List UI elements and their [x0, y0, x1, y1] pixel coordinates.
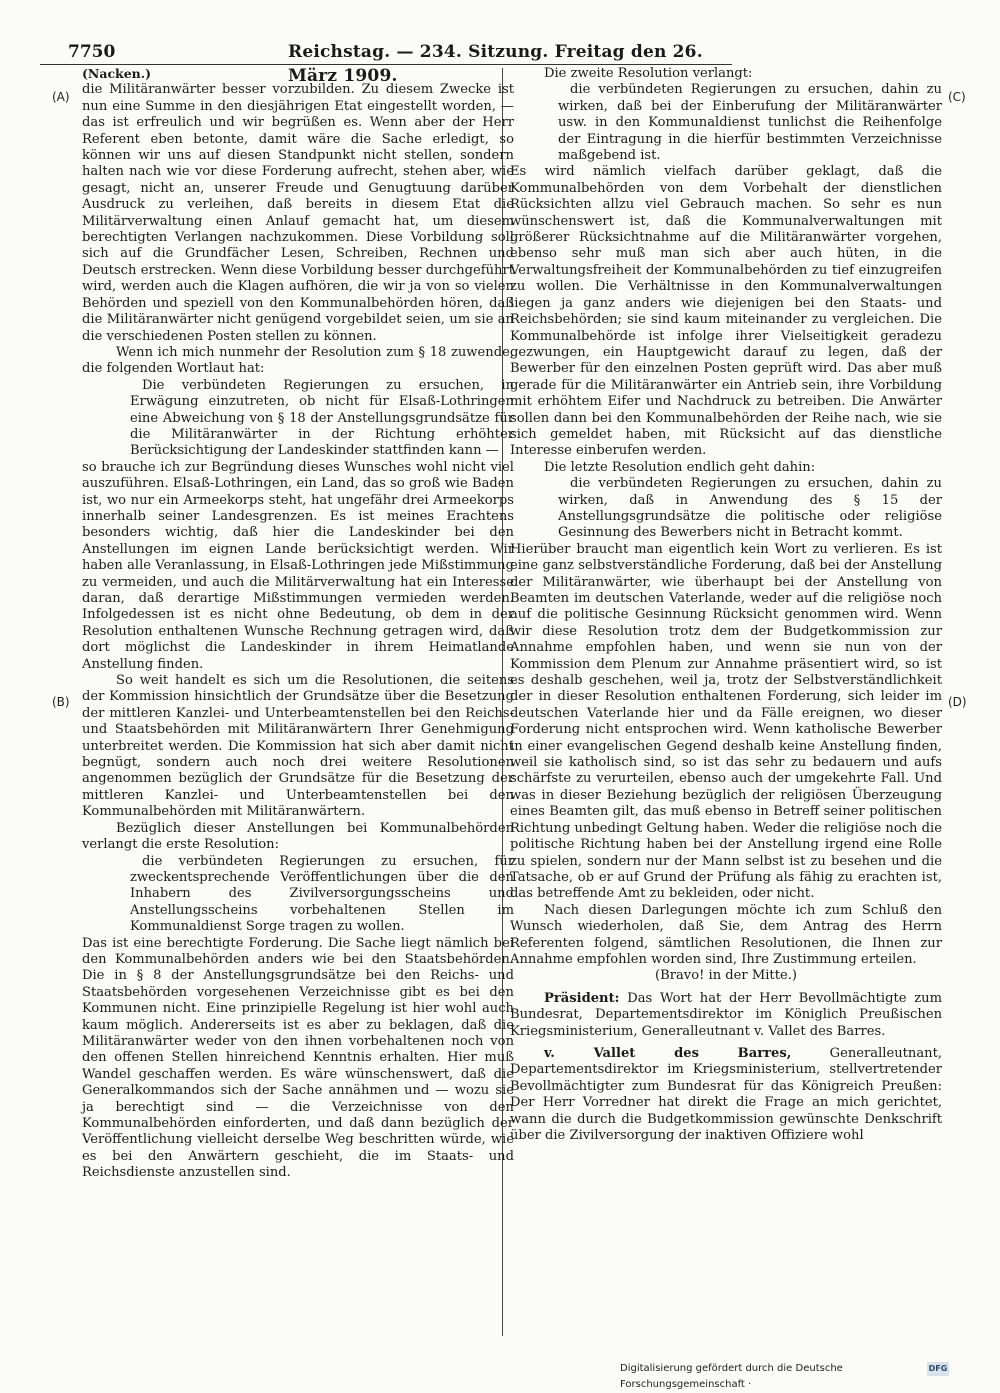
- running-title: Reichstag. — 234. Sitzung. Freitag den 26. März 1909.: [288, 42, 703, 86]
- left-column: [82, 66, 514, 1182]
- dfg-logo: DFG: [927, 1362, 949, 1376]
- resolution-quote: die verbündeten Regierungen zu ersuchen, für zweckentsprechende Veröffentlichungen über die den Inhabern des Zivilversorgungsscheins und Anstellungsscheins vorbehaltenen Stellen im Kommunaldienst Sorge tragen zu wollen.: [130, 853, 514, 935]
- resolution-quote: Die verbündeten Regierungen zu ersuchen, in Erwägung einzutreten, ob nicht für Elsaß-Lothringen eine Abweichung von § 18 der Anstellungsgrundsätze für die Militäranwärter in der Richtung erhöhter Berücksichtigung der Landeskinder stattfinden kann —: [130, 377, 514, 459]
- right-column: [510, 66, 942, 1144]
- page-number: 7750: [68, 42, 116, 62]
- paragraph: So weit handelt es sich um die Resolutionen, die seitens der Kommission hinsichtlich der Grundsätze über die Besetzung der mittleren Kanzlei- und Unterbeamtenstellen bei den Reichs- und Staatsbehörden mit Militäranwärtern Ihrer Genehmigung unterbreitet werden. Die Kommission hat sich aber damit nicht begnügt, sondern auch noch drei weitere Resolutionen angenommen bezüglich der Grundsätze für die Besetzung der mittleren Kanzlei- und Unterbeamtenstellen bei den Kommunalbehörden mit Militäranwärtern.: [82, 673, 514, 820]
- digitization-footer: [620, 1361, 950, 1390]
- paragraph: Bezüglich dieser Anstellungen bei Kommunalbehörden verlangt die erste Resolution:: [82, 820, 514, 853]
- margin-letter-a: (A): [52, 90, 70, 104]
- speech-text: Generalleutnant, Departementsdirektor im Kriegsministerium, stellvertretender Bevollmächtigter zum Bundesrat für das Königreich Preußen: Der Herr Vorredner hat direkt die Frage an mich gerichtet, wann die durch die Budgetkommission gewünschte Denkschrift über die Zivilversorgung der inaktiven Offiziere wohl: [510, 1045, 942, 1143]
- president-text: Das Wort hat der Herr Bevollmächtigte zum Bundesrat, Departementsdirektor im Königlich Preußischen Kriegsministerium, Generalleutnant v. Vallet des Barres.: [510, 990, 942, 1039]
- speaker-name: Präsident:: [544, 990, 620, 1006]
- speaker-name: v. Vallet des Barres,: [544, 1045, 792, 1061]
- paragraph: die Militäranwärter besser vorzubilden. Zu diesem Zwecke ist nun eine Summe in den diesjährigen Etat eingestellt worden, — das ist erfreulich und wir begrüßen es. Wenn aber der Herr Referent eben betonte, damit wäre die Sache erledigt, so können wir uns auf diesen Standpunkt nicht stellen, sondern halten nach wie vor diese Forderung aufrecht, stehen aber, wie gesagt, nicht an, unserer Freude und Genugtuung darüber Ausdruck zu verleihen, daß bereits in diesem Etat die Militärverwaltung einen Anlauf gemacht hat, um diesem berechtigten Verlangen nachzukommen. Diese Vorbildung soll sich auf die Grundfächer Lesen, Schreiben, Rechnen und Deutsch erstrecken. Wenn diese Vorbildung besser durchgeführt wird, werden auch die Klagen aufhören, die wir ja von so vielen Behörden und speziell von den Kommunalbehörden hören, daß die Militäranwärter nicht genügend vorgebildet seien, um sie an die verschiedenen Posten stellen zu können.: [82, 82, 514, 344]
- paragraph: Hierüber braucht man eigentlich kein Wort zu verlieren. Es ist eine ganz selbstverständliche Forderung, daß bei der Anstellung der Militäranwärter, wie überhaupt bei der Anstellung von Beamten im deutschen Vaterlande, weder auf die religiöse noch auf die politische Gesinnung Rücksicht genommen wird. Wenn wir diese Resolution trotz dem der Budgetkommission zur Annahme empfohlen haben, und wenn sie nun von der Kommission dem Plenum zur Annahme präsentiert wird, so ist es deshalb geschehen, weil ja, trotz der Selbstverständlichkeit der in dieser Resolution enthaltenen Forderung, sich leider im deutschen Vaterlande hier und da Fälle ereignen, wo dieser Forderung nicht entsprochen wird. Wenn katholische Bewerber in einer evangelischen Gegend deshalb keine Anstellung finden, weil sie katholisch sind, so ist das sehr zu bedauern und aufs schärfste zu verurteilen, ebenso auch der umgekehrte Fall. Und was in dieser Beziehung bezüglich der religiösen Überzeugung eines Beamten gilt, das muß ebenso in Betreff seiner politischen Richtung unbedingt Geltung haben. Weder die religiöse noch die politische Richtung haben bei der Anstellung irgend eine Rolle zu spielen, sondern nur der Mann selbst ist zu besehen und die Tatsache, ob er auf Grund der Prüfung als fähig zu erachten ist, das betreffende Amt zu bekleiden, oder nicht.: [510, 541, 942, 902]
- margin-letter-b: (B): [52, 695, 70, 709]
- footer-text: Digitalisierung gefördert durch die Deutsche Forschungsgemeinschaft ·: [620, 1363, 843, 1390]
- president-remark: [510, 991, 942, 1040]
- interjection: (Bravo! in der Mitte.): [655, 968, 797, 984]
- paragraph: Nach diesen Darlegungen möchte ich zum Schluß den Wunsch wiederholen, daß Sie, dem Antrag des Herrn Referenten folgend, sämtlichen Resolutionen, die Ihnen zur Annahme empfohlen worden sind, Ihre Zustimmung erteilen.: [510, 902, 942, 967]
- resolution-quote: die verbündeten Regierungen zu ersuchen, dahin zu wirken, daß bei der Einberufung der Militäranwärter usw. in den Kommunaldienst tunlichst die Reihenfolge der Eintragung in die hierfür bestimmten Verzeichnisse maßgebend ist.: [558, 82, 942, 164]
- margin-letter-c: (C): [948, 90, 966, 104]
- resolution-quote: die verbündeten Regierungen zu ersuchen, dahin zu wirken, daß in Anwendung des § 15 der Anstellungsgrundsätze die politische oder religiöse Gesinnung des Bewerbers nicht in Betracht kommt.: [558, 476, 942, 541]
- paragraph: so brauche ich zur Begründung dieses Wunsches wohl nicht viel auszuführen. Elsaß-Lothringen, ein Land, das so groß wie Baden ist, wo nur ein Armeekorps steht, hat ungefähr drei Armeekorps innerhalb seiner Landesgrenzen. Es ist meines Erachtens besonders wichtig, daß hier die Landeskinder bei den Anstellungen im eignen Lande berücksichtigt werden. Wir haben alle Veranlassung, in Elsaß-Lothringen jede Mißstimmung zu vermeiden, und auch die Militärverwaltung hat ein Interesse daran, daß derartige Mißstimmungen vermieden werden. Infolgedessen ist es nicht ohne Bedeutung, ob dem in der Resolution enthaltenen Wunsche Rechnung getragen wird, daß dort möglichst die Landeskinder in ihrem Heimatlande Anstellung finden.: [82, 459, 514, 672]
- margin-letter-d: (D): [948, 695, 967, 709]
- paragraph: Die zweite Resolution verlangt:: [544, 66, 753, 81]
- paragraph: Wenn ich mich nunmehr der Resolution zum § 18 zuwende, die folgenden Wortlaut hat:: [82, 344, 514, 377]
- paragraph: Es wird nämlich vielfach darüber geklagt, daß die Kommunalbehörden von dem Vorbehalt der dienstlichen Rücksichten allzu viel Gebrauch machen. So sehr es nun wünschenswert ist, daß die Kommunalverwaltungen mit größerer Rücksichtnahme auf die Militäranwärter vorgehen, ebenso sehr muß man sich aber auch hüten, in die Verwaltungsfreiheit der Kommunalbehörden zu tief einzugreifen zu wollen. Die Verhältnisse in den Kommunalverwaltungen liegen ja ganz anders wie diejenigen bei den Staats- und Reichsbehörden; sie sind kaum miteinander zu vergleichen. Die Kommunalbehörde ist infolge ihrer Vielseitigkeit geradezu gezwungen, ein Hauptgewicht darauf zu legen, daß der Bewerber für den einzelnen Posten geprüft wird. Das aber muß gerade für die Militäranwärter ein Antrieb sein, ihre Vorbildung mit erhöhtem Eifer und Nachdruck zu betreiben. Die Anwärter sollen dann bei den Kommunalbehörden der Reihe nach, wie sie sich gemeldet haben, mit Rücksicht auf das dienstliche Interesse einberufen werden.: [510, 164, 942, 459]
- paragraph: Die letzte Resolution endlich geht dahin:: [544, 459, 816, 475]
- speaker-note: (Nacken.): [82, 66, 152, 81]
- speech-start: [510, 1046, 942, 1144]
- paragraph: Das ist eine berechtigte Forderung. Die Sache liegt nämlich bei den Kommunalbehörden anders wie bei den Staatsbehörden. Die in § 8 der Anstellungsgrundsätze bei den Reichs- und Staatsbehörden vorgesehenen Verzeichnisse gibt es bei den Kommunen nicht. Eine prinzipielle Regelung ist hier wohl auch kaum möglich. Andererseits ist es aber zu beklagen, daß die Militäranwärter weder von den ihnen vorbehaltenen noch von den offenen Stellen hinreichend Kenntnis erhalten. Hier muß Wandel geschaffen werden. Es wäre wünschenswert, daß die Generalkommandos sich der Sache annähmen und — wozu sie ja berechtigt sind — die Verzeichnisse von den Kommunalbehörden einforderten, und daß dann bezüglich der Veröffentlichung vielleicht derselbe Weg beschritten würde, wie es bei den Anwärtern geschieht, die im Staats- und Reichsdienste anzustellen sind.: [82, 935, 514, 1181]
